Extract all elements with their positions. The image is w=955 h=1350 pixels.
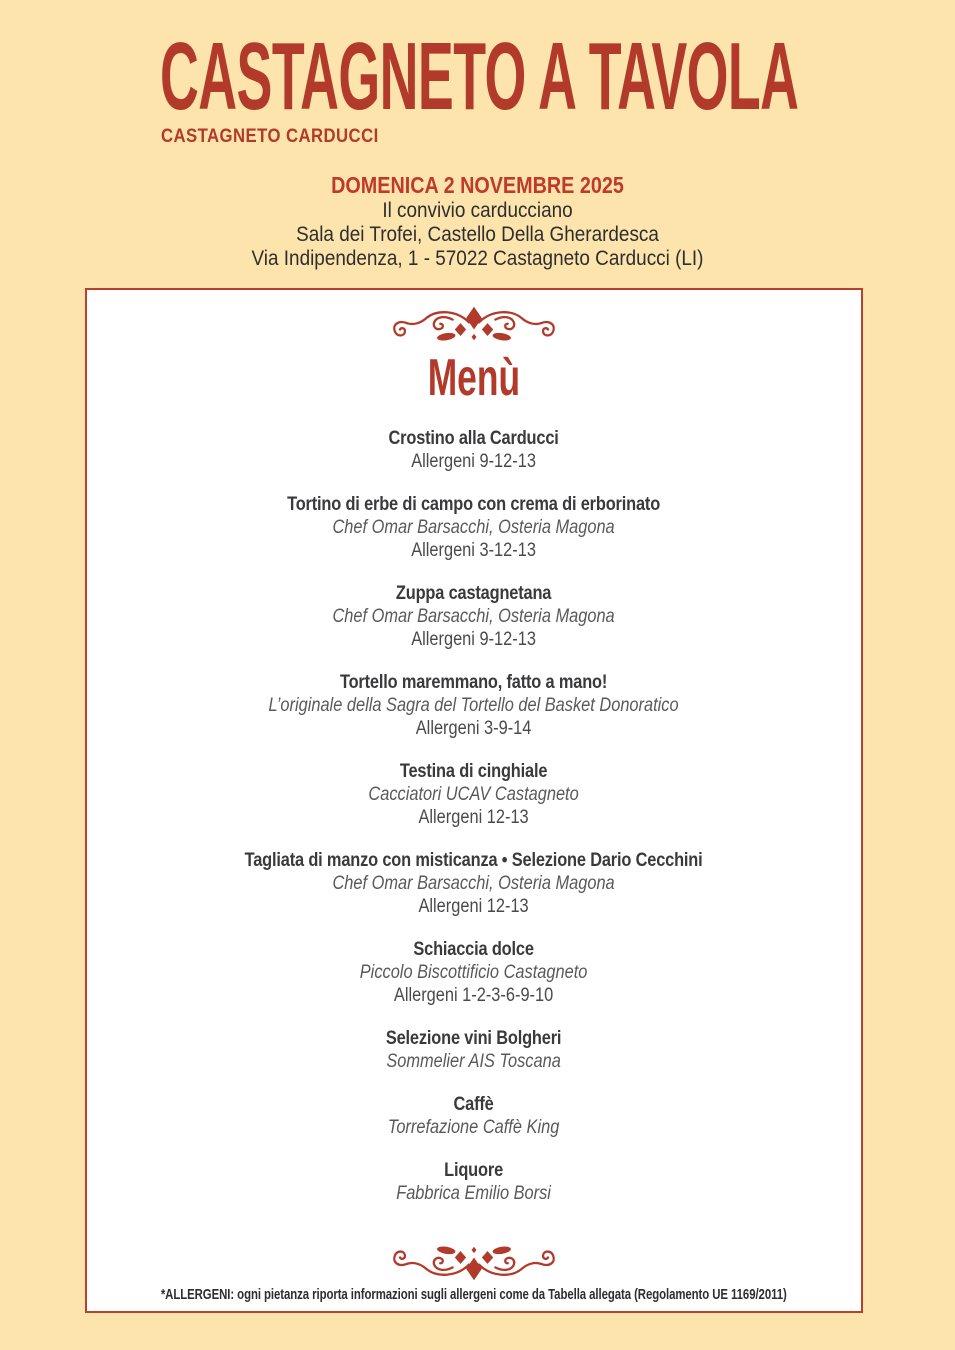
menu-item bbox=[201, 582, 746, 651]
menu-item-name: Testina di cinghiale bbox=[400, 760, 548, 782]
menu-item bbox=[201, 427, 746, 473]
menu-item-allergens: Allergeni 1-2-3-6-9-10 bbox=[394, 984, 554, 1006]
menu-item-provider: Piccolo Biscottificio Castagneto bbox=[360, 961, 588, 983]
event-address: Via Indipendenza, 1 - 57022 Castagneto Carducci (LI) bbox=[251, 245, 704, 270]
menu-item bbox=[201, 1027, 746, 1073]
allergen-footnote: *ALLERGENI: ogni pietanza riporta informazioni sugli allergeni come da Tabella allegata (Regolamento UE 1169/2011) bbox=[161, 1286, 787, 1303]
menu-item-name: Tagliata di manzo con misticanza • Selezione Dario Cecchini bbox=[245, 849, 703, 871]
menu-item bbox=[201, 1159, 746, 1205]
menu-item bbox=[201, 671, 746, 740]
menu-item-allergens: Allergeni 12-13 bbox=[418, 806, 530, 828]
menu-item-provider: Chef Omar Barsacchi, Osteria Magona bbox=[332, 872, 616, 894]
card-footer bbox=[62, 1238, 886, 1311]
event-info bbox=[0, 172, 955, 270]
menu-item bbox=[201, 938, 746, 1007]
menu-item-name: Schiaccia dolce bbox=[413, 938, 535, 960]
menu-item bbox=[201, 493, 746, 562]
event-subtitle: CASTAGNETO CARDUCCI bbox=[161, 125, 379, 147]
menu-item bbox=[201, 1093, 746, 1139]
menu-item-provider: Cacciatori UCAV Castagneto bbox=[368, 783, 580, 805]
event-title: CASTAGNETO A TAVOLA bbox=[160, 23, 799, 130]
menu-item-allergens: Allergeni 9-12-13 bbox=[411, 628, 537, 650]
menu-item bbox=[201, 849, 746, 918]
flourish-icon-top bbox=[385, 303, 563, 349]
menu-item-provider: L’originale della Sagra del Tortello del Basket Donoratico bbox=[268, 694, 680, 716]
menu-item-name: Selezione vini Bolgheri bbox=[386, 1027, 562, 1049]
menu-item bbox=[201, 760, 746, 829]
menu-item-name: Tortello maremmano, fatto a mano! bbox=[340, 671, 608, 693]
menu-item-provider: Chef Omar Barsacchi, Osteria Magona bbox=[332, 516, 616, 538]
masthead bbox=[0, 0, 955, 270]
menu-item-provider: Chef Omar Barsacchi, Osteria Magona bbox=[332, 605, 616, 627]
menu-items-list bbox=[201, 427, 746, 1225]
menu-item-name: Crostino alla Carducci bbox=[388, 427, 560, 449]
menu-item-allergens: Allergeni 12-13 bbox=[418, 895, 530, 917]
menu-card bbox=[85, 288, 863, 1313]
menu-item-name: Liquore bbox=[444, 1159, 504, 1181]
menu-item-allergens: Allergeni 9-12-13 bbox=[411, 450, 537, 472]
menu-item-provider: Sommelier AIS Toscana bbox=[386, 1050, 562, 1072]
menu-item-provider: Fabbrica Emilio Borsi bbox=[396, 1182, 552, 1204]
flourish-icon-bottom bbox=[385, 1238, 563, 1284]
event-venue: Sala dei Trofei, Castello Della Gherardesca bbox=[296, 221, 659, 246]
menu-item-name: Tortino di erbe di campo con crema di erborinato bbox=[287, 493, 661, 515]
menu-heading: Menù bbox=[427, 349, 521, 407]
menu-item-provider: Torrefazione Caffè King bbox=[388, 1116, 560, 1138]
menu-item-allergens: Allergeni 3-12-13 bbox=[411, 539, 537, 561]
event-date: DOMENICA 2 NOVEMBRE 2025 bbox=[331, 171, 624, 198]
menu-item-allergens: Allergeni 3-9-14 bbox=[416, 717, 532, 739]
event-name: Il convivio carducciano bbox=[382, 197, 573, 222]
menu-item-name: Caffè bbox=[453, 1093, 495, 1115]
menu-item-name: Zuppa castagnetana bbox=[396, 582, 552, 604]
